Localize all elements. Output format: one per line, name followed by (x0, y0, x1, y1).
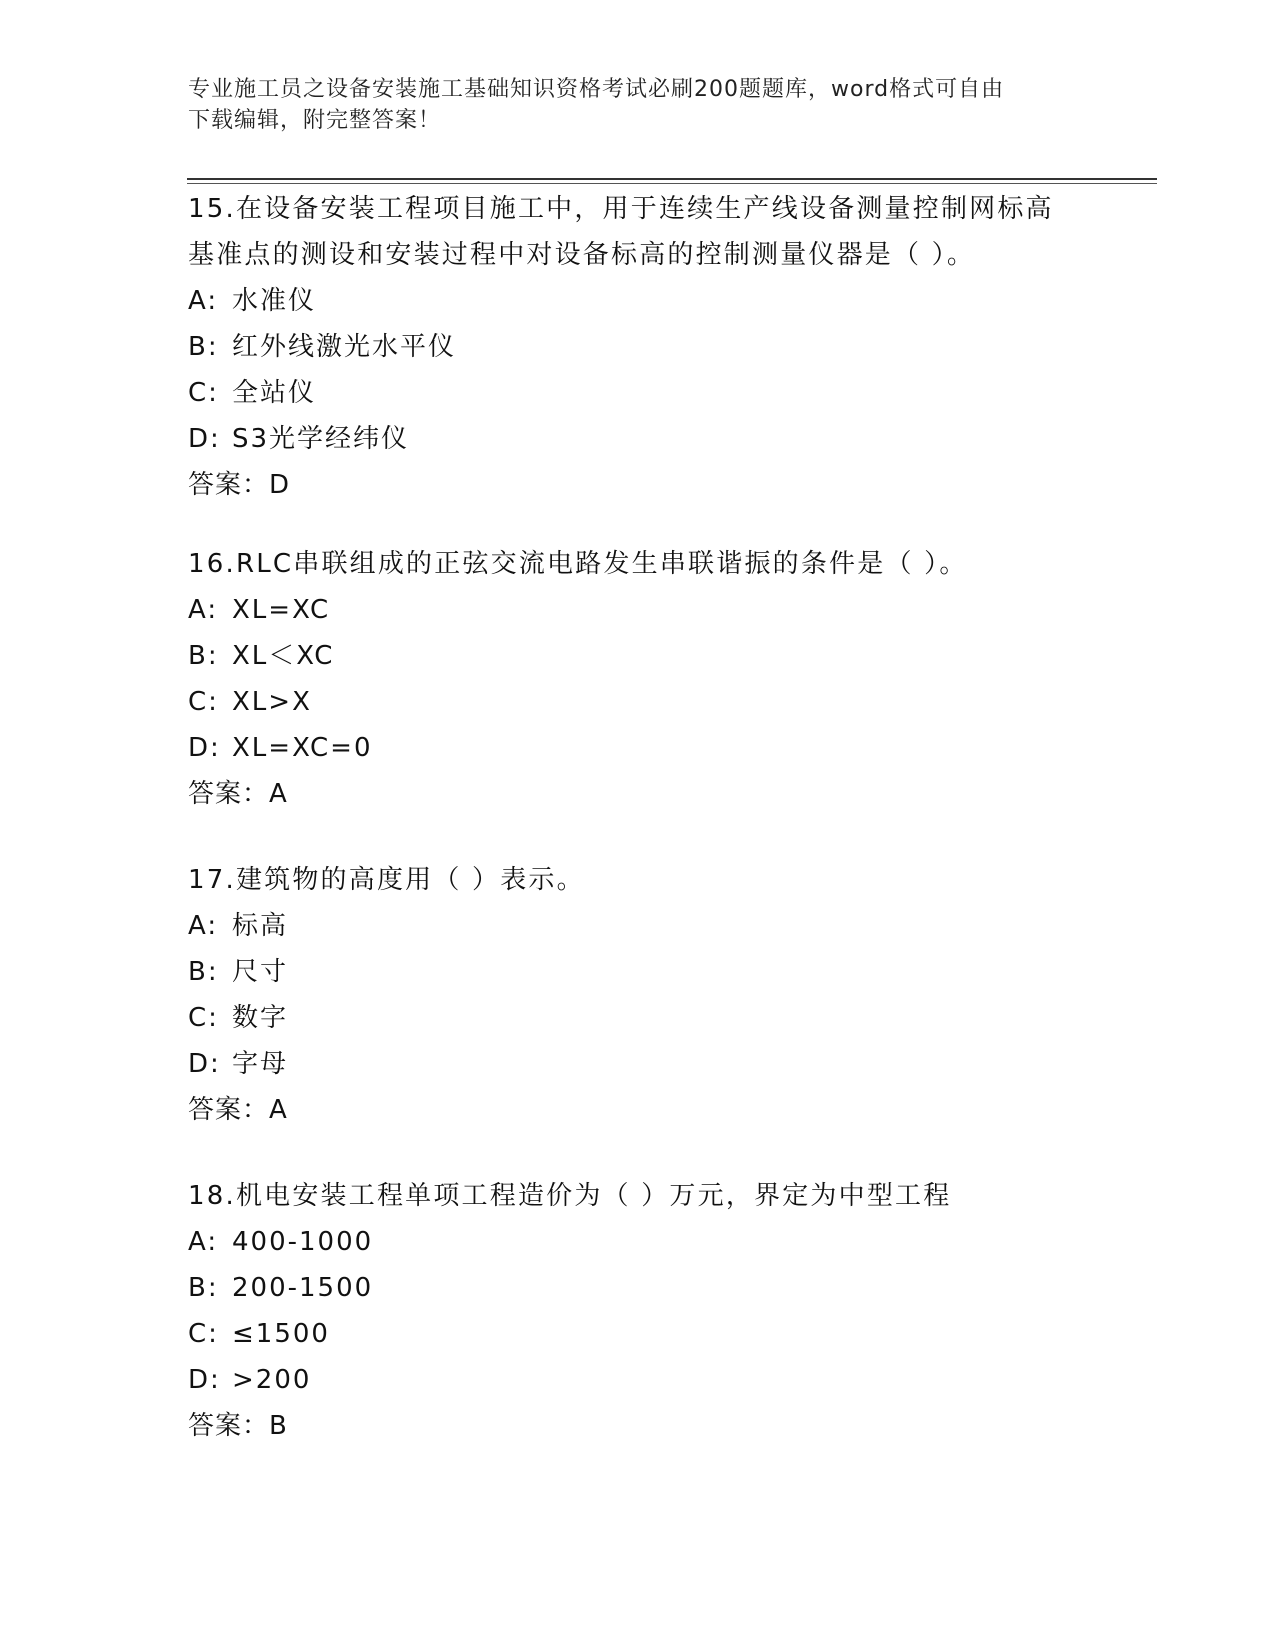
option-a (188, 587, 1088, 633)
option-text: 数字 (232, 1003, 289, 1033)
option-text: 200-1500 (232, 1273, 374, 1303)
option-letter: D: (188, 424, 221, 454)
answer-line: 答案：D (188, 470, 291, 500)
option-text: 水准仪 (232, 286, 317, 316)
question-stem-line-1: 18.机电安装工程单项工程造价为（ ）万元，界定为中型工程 (188, 1181, 952, 1211)
option-letter: B: (188, 1273, 219, 1303)
option-c (188, 370, 1088, 416)
option-a (188, 903, 1088, 949)
option-d (188, 1357, 1088, 1403)
header-divider-thin (187, 183, 1157, 184)
option-letter: C: (188, 1319, 219, 1349)
option-letter: A: (188, 286, 219, 316)
question-17 (188, 857, 1088, 1133)
option-b (188, 633, 1088, 679)
option-letter: C: (188, 378, 219, 408)
option-letter: B: (188, 332, 219, 362)
option-text: 尺寸 (232, 957, 289, 987)
option-text: XL>X (232, 687, 312, 717)
option-text: XL=XC=0 (232, 733, 373, 763)
option-letter: D: (188, 733, 221, 763)
question-stem-line-1: 15.在设备安装工程项目施工中，用于连续生产线设备测量控制网标高 (188, 194, 1054, 224)
option-d (188, 725, 1088, 771)
option-letter: A: (188, 911, 219, 941)
option-text: 全站仪 (232, 378, 317, 408)
option-text: 红外线激光水平仪 (232, 332, 457, 362)
question-16 (188, 541, 1088, 817)
option-c (188, 1311, 1088, 1357)
document-header (188, 74, 1088, 136)
question-stem-line-2: 基准点的测设和安装过程中对设备标高的控制测量仪器是（ ）。 (188, 240, 976, 270)
header-divider (187, 178, 1157, 180)
question-15 (188, 186, 1088, 508)
option-a (188, 278, 1088, 324)
option-letter: D: (188, 1049, 221, 1079)
option-text: S3光学经纬仪 (232, 424, 410, 454)
option-text: XL＜XC (232, 641, 335, 671)
option-letter: C: (188, 1003, 219, 1033)
option-text: >200 (232, 1365, 312, 1395)
option-text: 400-1000 (232, 1227, 374, 1257)
option-c (188, 679, 1088, 725)
answer-line: 答案：B (188, 1411, 288, 1441)
option-text: ≤1500 (232, 1319, 330, 1349)
option-d (188, 1041, 1088, 1087)
option-letter: A: (188, 1227, 219, 1257)
option-letter: B: (188, 957, 219, 987)
option-a (188, 1219, 1088, 1265)
answer-line: 答案：A (188, 1095, 288, 1125)
question-stem-line-1: 17.建筑物的高度用（ ）表示。 (188, 865, 585, 895)
question-18 (188, 1173, 1088, 1449)
answer-line: 答案：A (188, 779, 288, 809)
option-letter: A: (188, 595, 219, 625)
option-letter: D: (188, 1365, 221, 1395)
option-text: XL=XC (232, 595, 331, 625)
question-stem-line-1: 16.RLC串联组成的正弦交流电路发生串联谐振的条件是（ ）。 (188, 549, 968, 579)
option-text: 标高 (232, 911, 289, 941)
header-line-2: 下载编辑，附完整答案！ (188, 108, 442, 133)
option-letter: B: (188, 641, 219, 671)
option-b (188, 949, 1088, 995)
option-b (188, 324, 1088, 370)
option-c (188, 995, 1088, 1041)
option-text: 字母 (232, 1049, 289, 1079)
option-d (188, 416, 1088, 462)
option-letter: C: (188, 687, 219, 717)
option-b (188, 1265, 1088, 1311)
header-line-1: 专业施工员之设备安装施工基础知识资格考试必刷200题题库，word格式可自由 (188, 77, 1005, 102)
